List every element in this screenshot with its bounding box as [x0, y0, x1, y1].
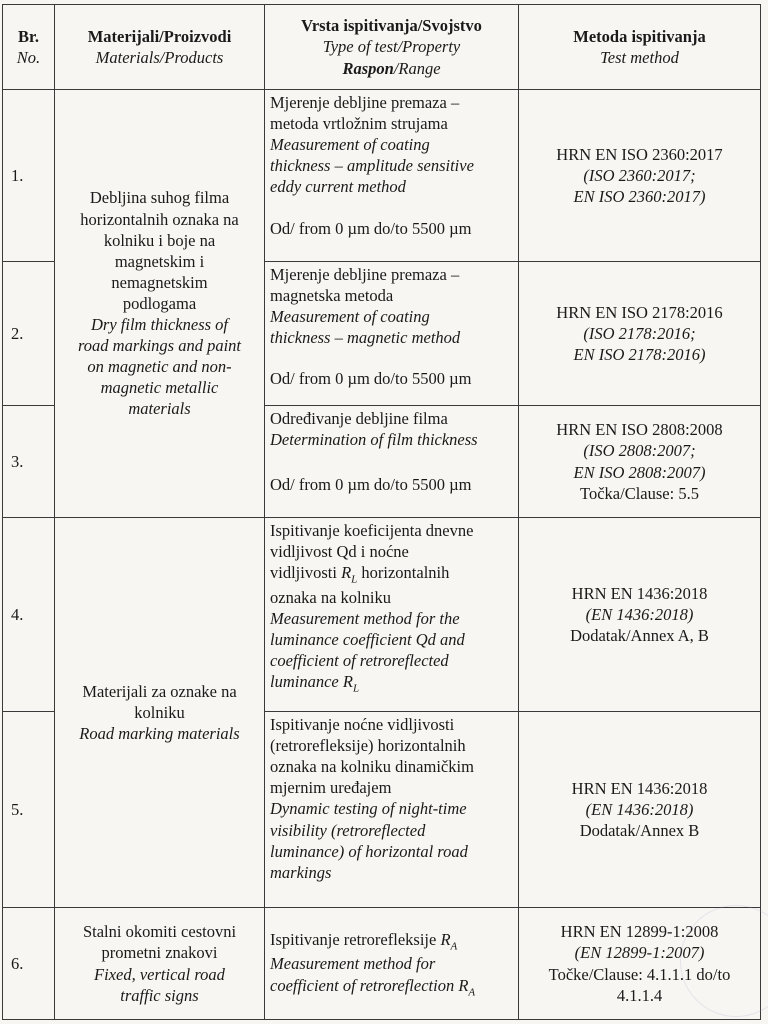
method-standard-en: EN ISO 2178:2016)	[573, 345, 706, 365]
header-no-hr: Br.	[18, 26, 39, 46]
header-range-hr: Raspon	[342, 58, 394, 78]
test-text: magnetska metoda	[270, 286, 394, 306]
method-cell	[519, 712, 761, 908]
header-test-method	[519, 5, 761, 90]
test-cell	[265, 908, 519, 1020]
test-text-en: coefficient of retroreflected	[270, 650, 449, 670]
materials-text-en: on magnetic and non-	[87, 357, 232, 377]
method-standard: HRN EN ISO 2360:2017	[556, 144, 723, 164]
range-text: Od/ from 0 µm do/to 5500 µm	[270, 369, 472, 389]
test-text-en: Determination of film thickness	[270, 430, 478, 450]
test-text-en: Measurement of coating	[270, 135, 430, 155]
materials-text: Materijali za oznake na	[82, 681, 237, 701]
materials-text: Stalni okomiti cestovni	[82, 922, 237, 942]
method-clause: Točka/Clause: 5.5	[580, 483, 699, 503]
test-text: Ispitivanje retrorefleksije $R_A$	[270, 930, 458, 953]
test-cell	[265, 712, 519, 908]
test-cell	[265, 518, 519, 712]
test-cell	[265, 406, 519, 518]
header-range	[270, 58, 513, 79]
test-text-en: thickness – amplitude sensitive	[270, 156, 474, 176]
test-text-en: markings	[270, 862, 332, 882]
row-number: 6.	[3, 908, 55, 1020]
method-standard-en: (EN 1436:2018)	[585, 604, 694, 624]
materials-text: podlogama	[122, 293, 197, 313]
table-row	[3, 908, 761, 1020]
test-text-en: luminance $R_L$	[270, 672, 360, 695]
header-method-hr: Metoda ispitivanja	[573, 26, 706, 46]
method-standard-en: (EN 12899-1:2007)	[574, 943, 705, 963]
test-text-en: luminance) of horizontal road	[270, 841, 468, 861]
accreditation-scope-table	[2, 4, 761, 1020]
table-row	[3, 518, 761, 712]
test-text-en: eddy current method	[270, 177, 406, 197]
method-standard: HRN EN ISO 2178:2016	[556, 302, 723, 322]
header-method-en: Test method	[600, 48, 679, 67]
method-standard: HRN EN 1436:2018	[571, 583, 708, 603]
method-standard: HRN EN 12899-1:2008	[560, 922, 719, 942]
method-clause: Točke/Clause: 4.1.1.1 do/to 4.1.1.4	[548, 964, 731, 1005]
test-text: vidljivost Qd i noćne	[270, 542, 409, 562]
test-text: vidljivosti $R_L$ horizontalnih	[270, 563, 450, 586]
test-text-en: coefficient of retroreflection $R_A$	[270, 975, 476, 998]
materials-cell-traffic-signs	[55, 908, 265, 1020]
method-standard: HRN EN 1436:2018	[571, 778, 708, 798]
header-materials	[55, 5, 265, 90]
method-standard-en: EN ISO 2808:2007)	[573, 462, 706, 482]
row-number: 3.	[3, 406, 55, 518]
method-cell	[519, 90, 761, 262]
header-no-en: No.	[16, 48, 41, 67]
materials-text: Debljina suhog filma	[89, 188, 230, 208]
row-number: 2.	[3, 262, 55, 406]
test-cell	[265, 262, 519, 406]
test-text-en: Measurement method for	[270, 954, 436, 974]
test-text-en: visibility (retroreflected	[270, 820, 426, 840]
row-number: 5.	[3, 712, 55, 908]
header-range-en: /Range	[393, 58, 441, 78]
test-text: Određivanje debljine filma	[270, 409, 448, 428]
row-number: 1.	[3, 90, 55, 262]
test-text-en: Dynamic testing of night-time	[270, 799, 467, 819]
method-cell	[519, 518, 761, 712]
range-text: Od/ from 0 µm do/to 5500 µm	[270, 218, 472, 238]
method-standard-en: (ISO 2178:2016;	[583, 323, 696, 343]
materials-text-en: road markings and paint	[77, 336, 242, 356]
test-text: oznaka na kolniku dinamičkim	[270, 757, 474, 777]
header-materials-hr: Materijali/Proizvodi	[87, 26, 232, 46]
materials-text: kolniku i boje na	[103, 230, 216, 250]
test-text: Mjerenje debljine premaza –	[270, 265, 460, 284]
materials-cell-dry-film	[55, 90, 265, 518]
test-text: metoda vrtložnim strujama	[270, 114, 448, 134]
range-text: Od/ from 0 µm do/to 5500 µm	[270, 475, 472, 495]
row-number: 4.	[3, 518, 55, 712]
method-standard-en: (EN 1436:2018)	[585, 799, 694, 819]
test-text: Mjerenje debljine premaza –	[270, 93, 460, 112]
test-text-en: luminance coefficient Qd and	[270, 629, 465, 649]
header-test-en: Type of test/Property	[322, 37, 461, 57]
method-standard: HRN EN ISO 2808:2008	[556, 420, 723, 440]
test-text: (retrorefleksije) horizontalnih	[270, 736, 466, 756]
materials-text: kolniku	[134, 702, 185, 722]
method-clause: Dodatak/Annex B	[579, 821, 700, 841]
header-no	[3, 5, 55, 90]
test-text: oznaka na kolniku	[270, 587, 391, 607]
method-cell	[519, 908, 761, 1020]
method-cell	[519, 406, 761, 518]
materials-text-en: materials	[128, 399, 191, 419]
test-cell	[265, 90, 519, 262]
test-text-en: thickness – magnetic method	[270, 328, 461, 348]
header-materials-en: Materials/Products	[95, 48, 224, 67]
table-row	[3, 90, 761, 262]
materials-text: magnetskim i	[114, 251, 205, 271]
test-text: mjernim uređajem	[270, 778, 392, 798]
materials-text: prometni znakovi	[101, 943, 218, 963]
materials-text-en: Fixed, vertical road	[94, 964, 225, 984]
header-row	[3, 5, 761, 90]
materials-text-en: Dry film thickness of	[90, 315, 229, 335]
materials-text-en: Road marking materials	[79, 724, 240, 744]
test-text: Ispitivanje koeficijenta dnevne	[270, 521, 474, 540]
method-standard-en: (ISO 2808:2007;	[583, 441, 696, 461]
materials-text-en: traffic signs	[120, 985, 199, 1005]
materials-text: horizontalnih oznaka na	[80, 209, 239, 229]
method-clause: Dodatak/Annex A, B	[570, 626, 709, 646]
header-test-hr: Vrsta ispitivanja/Svojstvo	[301, 16, 482, 36]
method-cell	[519, 262, 761, 406]
materials-text: nemagnetskim	[111, 272, 208, 292]
test-text: Ispitivanje noćne vidljivosti	[270, 715, 455, 734]
test-text-en: Measurement of coating	[270, 307, 430, 327]
header-test-type	[265, 5, 519, 90]
method-standard-en: (ISO 2360:2017;	[583, 165, 696, 185]
materials-text-en: magnetic metallic	[100, 378, 219, 398]
method-standard-en: EN ISO 2360:2017)	[573, 187, 706, 207]
materials-cell-road-marking	[55, 518, 265, 908]
test-text-en: Measurement method for the	[270, 608, 460, 628]
